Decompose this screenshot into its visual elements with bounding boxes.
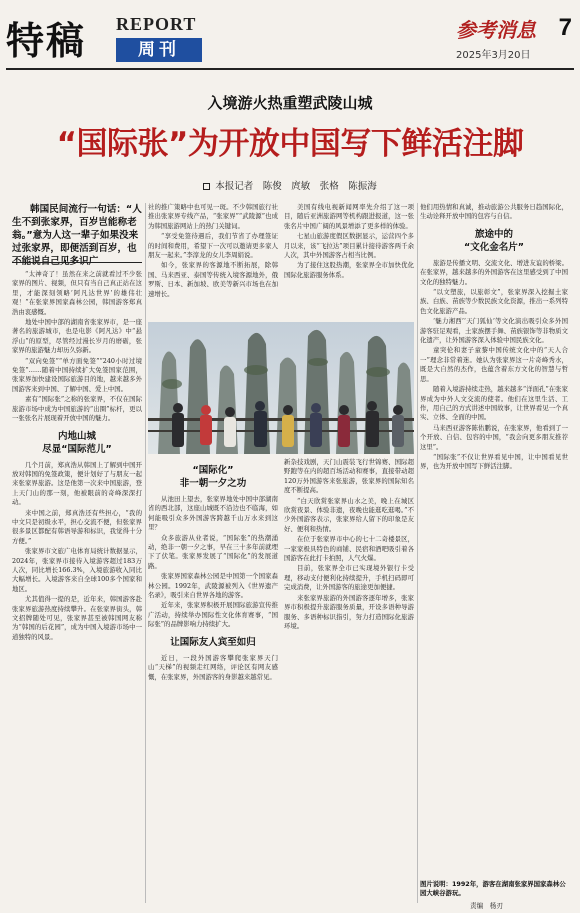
byline-text: 本报记者 陈俊 庹敏 张格 陈振海 xyxy=(215,181,377,192)
article-column-2-bottom xyxy=(148,458,278,902)
tourists-mountain-photo xyxy=(148,322,414,454)
paragraph: 从池田上望去，张家界地处中国中部湖南省的西北部，这座山城既不沿边也不临海，如何能吸引众多外国游客跨越千山万水来到这里？ xyxy=(148,495,278,532)
section-title: 特稿 xyxy=(6,18,87,63)
article-lede: 韩国民间流行一句话：“人生不到张家界，百岁岂能称老翁。”意为人这一辈子如果没来过张家界，即便活到百岁，也 xyxy=(12,204,142,254)
article-photo xyxy=(148,322,414,454)
paragraph: 新杂技戏剧，天门山震装飞行世锦赛、国际超野跑等在内的超百场活动和赛事，直接带动超120万外国游客来张旅游，张家界的国际知名度不断提高。 xyxy=(284,458,414,495)
editor-credit: 责编 杨刃 xyxy=(470,902,503,910)
paragraph: 马来西亚游客陈佑鹏说，在张家界，他看到了一个开放、自信、包容的中国，“我会向更多朋友推荐这里”。 xyxy=(420,423,568,451)
article-column-3-top xyxy=(284,203,414,320)
paragraph: 近年来，张家界积极开展国际旅游宣传推广活动，持续举办国际性文化体育赛事，“国际张”的品牌影响力持续扩大。 xyxy=(148,601,278,629)
paragraph: 尤其值得一提的是，近年来，韩国游客赴张家界旅游热度持续攀升。在张家界街头，韩文招牌随处可见，张家界甚至被韩国网友称为“韩国的后花园”，成为中国入境游市场中一道独特的风景。 xyxy=(12,595,142,641)
article-kicker: 入境游火热重塑武陵山城 xyxy=(207,94,373,112)
subhead-welcome-guests: 让国际友人宾至如归 xyxy=(170,636,256,648)
paragraph: 目前，张家界全市已实现境外银行卡受理，移动支付便利化持续提升，手机扫码即可完成消费，让外国游客的旅途更加便捷。 xyxy=(284,564,414,592)
paragraph: 社的推广策略中也可见一斑。不少韩国旅行社推出张家界专线产品，“张家界”“武陵源”也成为韩国旅游网站上的热门关键词。 xyxy=(148,203,278,230)
paragraph: 七星山旅游度假区数据显示，运营四个多月以来，该“飞拉达”项目累计接待游客两千余人次，其中外国游客占相当比例。 xyxy=(284,232,414,260)
masthead-rule xyxy=(6,68,574,70)
article-column-2-top xyxy=(148,203,278,320)
paragraph: 如今，张家界的客源地不断拓展，除韩国、马来西亚、泰国等传统入境客源地外，俄罗斯、日本、新加坡、欧美等新兴市场也在加速增长。 xyxy=(148,261,278,298)
paragraph: “双向免签”“单方面免签”“240小时过境免签”……随着中国持续扩大免签国家范围，张家界加快建设国际旅游目的地，越来越多外国游客来到中国、了解中国、爱上中国。 xyxy=(12,356,142,393)
paragraph: 在位于张家界市中心的七十二奇楼景区，一家家极具特色的商铺、民宿和酒吧吸引着各国游客在此打卡拍照，人气火爆。 xyxy=(284,535,414,563)
subhead-internationalization: “国际化” 非一朝一夕之功 xyxy=(179,465,247,489)
paragraph: 近日，一段外国游客攀爬张家界天门山“天梯”的视频走红网络，评论区有网友感慨，在张家界，外国游客的身影越来越常见。 xyxy=(148,653,278,681)
paragraph: 来张家界旅游的外国游客逐年增多，张家界市积极提升旅游服务质量，开设多语种导游服务、多语种标识指引，努力打造国际化旅游环境。 xyxy=(284,593,414,630)
paragraph: 地处中国中部的湖南省张家界市，是一座著名的旅游城市，也是电影《阿凡达》中“悬浮山”的原型，尽管经过漫长岁月的磨砺，张家界的旅游魅力却历久弥新。 xyxy=(12,318,142,355)
article-column-3-bottom xyxy=(284,458,414,902)
issue-date: 2025年3月20日 xyxy=(456,50,531,61)
paragraph: 张家界国家森林公园是中国第一个国家森林公园。1992年，武陵源被列入《世界遗产名录》，吸引来自世界各地的游客。 xyxy=(148,572,278,600)
paragraph: 众多旅游从业者说，“国际张”的热潮涌动，绝非一朝一夕之事，早在三十多年前就埋下了伏笔。张家界发展了“国际化”的发展道路。 xyxy=(148,533,278,570)
paragraph: 美国有线电视新闻网率先介绍了这一项目，随后亚洲旅游网等机构跟进报道，这一张张名片中国广阔的风景增添了更多样的体验。 xyxy=(284,203,414,230)
paragraph: “享受免签待遇后，我们节省了办理签证的时间和费用，希望下一次可以邀请更多家人朋友一起来。”李淳龙的女儿李周娟说。 xyxy=(148,232,278,260)
paragraph: 来中国之前，郑真浩还有些担心，“我的中文只是初级水平，担心交流不便，但张家界很多景区都配有韩语导游和标识，我觉得十分方便。” xyxy=(12,508,142,545)
lede-rule xyxy=(12,262,142,263)
paragraph: “白天欣赏张家界山水之美，晚上在城区欣赏夜景、体验非遗，夜晚也能逛吃逛喝。”不少外国游客表示，张家界给人留下的印象是友好、便利和热情。 xyxy=(284,496,414,533)
report-label: REPORT xyxy=(116,14,197,34)
paragraph: 随着入境游持续走热，越来越多“洋面孔”在张家界成为中外人文交流的使者。他们在这里生活、工作，用自己的方式讲述中国故事，让世界看见一个真实、立体、全面的中国。 xyxy=(420,385,568,422)
newspaper-logo: 参考消息 xyxy=(456,18,536,42)
paragraph: 为了接住这股热潮，张家界全市加快优化国际化旅游服务体系。 xyxy=(284,261,414,279)
paragraph: 张家界市文旅广电体育局统计数据显示，2024年，张家界市接待入境游客超过183万人次，同比增长166.3%，入境旅游收入同比大幅增长。入境游客来自全球100多个国家和地区。 xyxy=(12,547,142,593)
paragraph: “太神奇了！虽然在来之前就看过不少张家界的图片、视频，但只有当自己真正站在这里，才能深刻领略‘阿凡达世界’的雄伟壮观！”在张家界国家森林公园，韩国游客郑真浩由衷感慨。 xyxy=(12,270,142,316)
article-column-4 xyxy=(420,203,568,883)
photo-caption: 图片说明：1992年，游客在湖南张家界国家森林公园大峡谷游玩。 xyxy=(420,880,566,898)
subhead-inland-city: 内地山城 尽显“国际范儿” xyxy=(42,430,112,455)
paragraph: 几个月前，郑真浩从韩国上了解到中国开放对韩国的免签政策，便计划好了与朋友一起来张家界旅游。这是他第一次来中国旅游，登上天门山的那一刻，他被眼前的奇峰深深打动。 xyxy=(12,460,142,507)
paragraph: ‘魅力湘西’‘天门狐仙’等文化演出吸引众多外国游客驻足观看，土家族摆手舞、苗族银饰等非物质文化遗产，让外国游客深入体验中国民族文化。 xyxy=(420,317,568,345)
article-column-1 xyxy=(12,270,142,902)
paragraph: 他们用热情和真诚，推动旅游公共服务日趋国际化，生动诠释开放中国的包容与自信。 xyxy=(420,203,568,221)
page-number: 7 xyxy=(558,14,572,41)
article-byline xyxy=(0,178,580,192)
byline-marker-icon xyxy=(203,183,210,190)
article-headline: “国际张”为开放中国写下鲜活注脚 xyxy=(56,126,524,162)
column-divider xyxy=(417,203,418,903)
subhead-culture-card: 旅途中的 “文化金名片” xyxy=(464,228,524,253)
paragraph: “以文塑旅，以旅彰文”，张家界深入挖掘土家族、白族、苗族等少数民族文化资源，推出一系列特色文化旅游产品。 xyxy=(420,288,568,315)
paragraph: 旅游是传播文明、交流文化、增进友谊的桥梁。在张家界，越来越多的外国游客在这里感受到了中国文化的独特魅力。 xyxy=(420,258,568,286)
column-divider xyxy=(145,203,146,903)
masthead xyxy=(6,8,574,70)
weekly-badge: 周刊 xyxy=(116,38,202,62)
paragraph: 童突伦和妻子童黎中国传统文化中的“天人合一”理念非常着迷。她认为张家界这一片奇峰秀水，既是大自然的杰作，也蕴含着东方文化的智慧与哲思。 xyxy=(420,346,568,383)
paragraph: “国际张”不仅让世界看见中国，让中国看见世界，也为开放中国写下鲜活注脚。 xyxy=(420,452,568,471)
paragraph: 素有“国际张”之称的张家界，不仅在国际旅游市场中成为中国旅游的“出圈”标杆，更以一张张名片展现着开放中国的魅力。 xyxy=(12,395,142,423)
